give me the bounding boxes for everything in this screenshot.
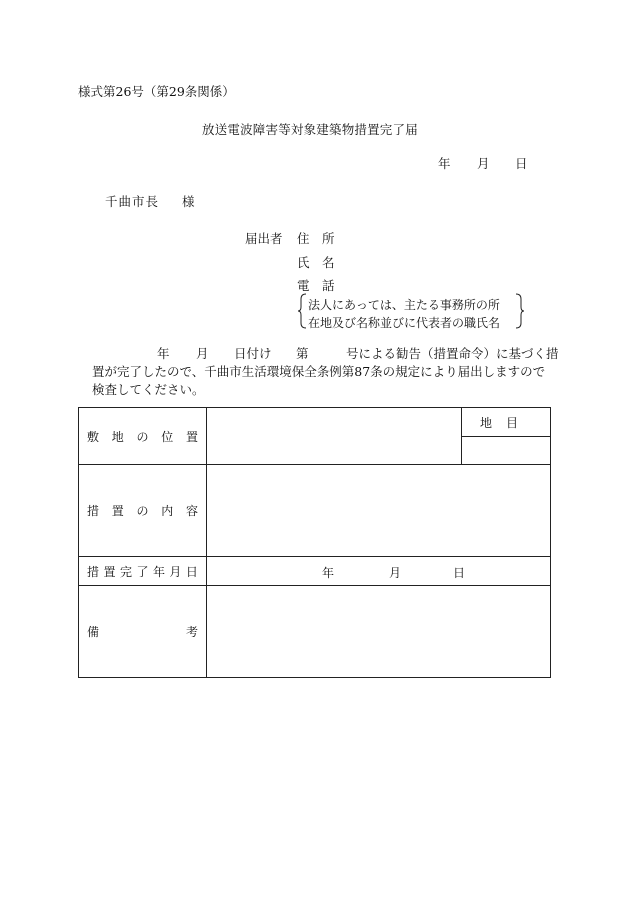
completion-date-label-cell bbox=[79, 557, 207, 586]
completion-date-input[interactable] bbox=[207, 557, 551, 586]
corporate-note bbox=[298, 293, 524, 329]
body-year: 年 bbox=[157, 346, 170, 361]
form-table bbox=[78, 407, 551, 678]
date-month-label: 月 bbox=[477, 156, 490, 171]
notifier-name-label: 氏 名 bbox=[297, 255, 335, 270]
site-location-label-cell bbox=[79, 408, 207, 465]
body-line3: 検査してください。 bbox=[92, 382, 205, 397]
completion-year-label: 年 bbox=[322, 566, 335, 580]
notifier-phone-label: 電 話 bbox=[297, 278, 335, 293]
completion-day-label: 日 bbox=[453, 566, 466, 580]
body-month: 月 bbox=[196, 346, 209, 361]
form-title: 放送電波障害等対象建築物措置完了届 bbox=[202, 122, 418, 137]
notifier-label: 届出者 bbox=[245, 231, 283, 246]
right-bracket-icon bbox=[514, 293, 524, 329]
addressee-name: 千曲市長 bbox=[105, 194, 160, 209]
corporate-note-line1: 法人にあっては、主たる事務所の所 bbox=[308, 298, 500, 312]
site-location-input[interactable] bbox=[207, 408, 462, 465]
body-line1-rest: 号による勧告（措置命令）に基づく措 bbox=[346, 346, 559, 361]
addressee-honorific: 様 bbox=[182, 194, 195, 209]
body-number-prefix: 第 bbox=[296, 346, 309, 361]
body-dated: 日付け bbox=[234, 346, 272, 361]
remarks-input[interactable] bbox=[207, 586, 551, 678]
corporate-note-line2: 在地及び名称並びに代表者の職氏名 bbox=[308, 316, 501, 330]
measure-content-input[interactable] bbox=[207, 465, 551, 557]
site-location-label: 敷 地 の 位 置 bbox=[87, 429, 198, 444]
date-year-label: 年 bbox=[438, 156, 451, 171]
remarks-label-cell bbox=[79, 586, 207, 678]
left-bracket-icon bbox=[298, 293, 308, 329]
completion-date-label: 措 置 完 了 年 月 日 bbox=[87, 564, 198, 579]
body-line2: 置が完了したので、千曲市生活環境保全条例第87条の規定により届出しますので bbox=[92, 364, 546, 379]
measure-content-label-cell bbox=[79, 465, 207, 557]
land-category-input[interactable] bbox=[462, 437, 551, 465]
measure-content-label: 措 置 の 内 容 bbox=[87, 504, 198, 518]
date-day-label: 日 bbox=[515, 156, 528, 171]
remarks-label: 備 考 bbox=[87, 625, 198, 639]
notifier-address-label: 住 所 bbox=[297, 231, 335, 246]
completion-month-label: 月 bbox=[389, 566, 402, 580]
land-category-header: 地目 bbox=[462, 408, 551, 437]
form-number: 様式第26号（第29条関係） bbox=[78, 84, 235, 99]
